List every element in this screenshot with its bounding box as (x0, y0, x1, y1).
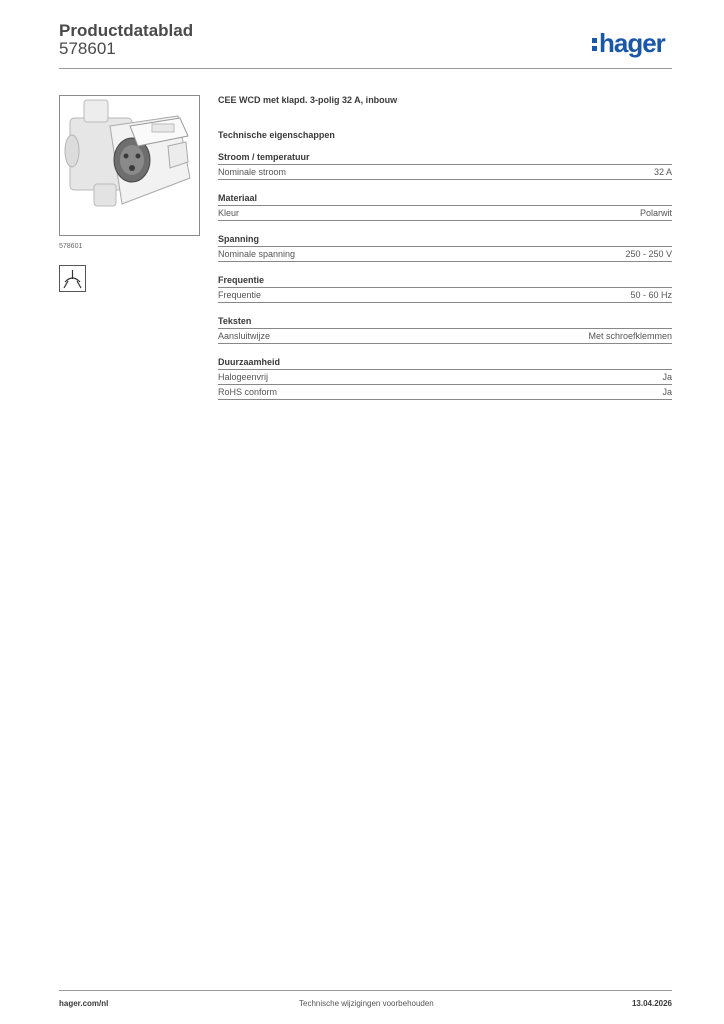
product-number: 578601 (59, 39, 116, 58)
spec-value: Met schroefklemmen (588, 331, 672, 341)
spec-group-title: Teksten (218, 316, 672, 329)
header-divider (59, 68, 672, 69)
spec-row (218, 206, 672, 221)
spec-group (218, 152, 672, 180)
spec-row (218, 247, 672, 262)
spec-group (218, 316, 672, 344)
spec-group (218, 193, 672, 221)
spec-row (218, 385, 672, 400)
spec-group (218, 275, 672, 303)
spec-label: RoHS conform (218, 387, 278, 397)
spec-label: Halogeenvrij (218, 372, 269, 382)
spec-value: 50 - 60 Hz (630, 290, 672, 300)
spec-group (218, 234, 672, 262)
hager-logo (592, 28, 665, 59)
spec-row (218, 370, 672, 385)
section-heading: Technische eigenschappen (218, 130, 335, 140)
spec-value: Polarwit (639, 208, 672, 218)
specifications (218, 95, 672, 400)
spec-row (218, 288, 672, 303)
website-link[interactable]: hager.com/nl (59, 999, 109, 1008)
product-image (59, 95, 200, 236)
spec-row (218, 165, 672, 180)
spec-group-title: Duurzaamheid (218, 357, 672, 370)
spec-label: Frequentie (218, 290, 262, 300)
spec-group-title: Materiaal (218, 193, 672, 206)
spec-value: 250 - 250 V (625, 249, 672, 259)
image-caption: 578601 (59, 243, 83, 250)
spec-value: Ja (662, 372, 672, 382)
spec-label: Aansluitwijze (218, 331, 271, 341)
spec-row (218, 329, 672, 344)
spec-group-title: Spanning (218, 234, 672, 247)
spec-label: Nominale spanning (218, 249, 296, 259)
spec-value: 32 A (653, 167, 672, 177)
socket-symbol-icon (59, 265, 86, 292)
page-title: Productdatablad (59, 21, 194, 40)
logo-text: hager (599, 28, 665, 58)
spec-label: Nominale stroom (218, 167, 287, 177)
spec-group-title: Frequentie (218, 275, 672, 288)
product-description: CEE WCD met klapd. 3-polig 32 A, inbouw (218, 95, 398, 105)
spec-label: Kleur (218, 208, 240, 218)
spec-group-title: Stroom / temperatuur (218, 152, 672, 165)
spec-group (218, 357, 672, 400)
footer-divider (59, 990, 672, 991)
footer-date: 13.04.2026 (631, 999, 672, 1008)
footer-disclaimer: Technische wijzigingen voorbehouden (299, 999, 434, 1008)
spec-value: Ja (662, 387, 672, 397)
logo-dots-icon (592, 34, 598, 52)
